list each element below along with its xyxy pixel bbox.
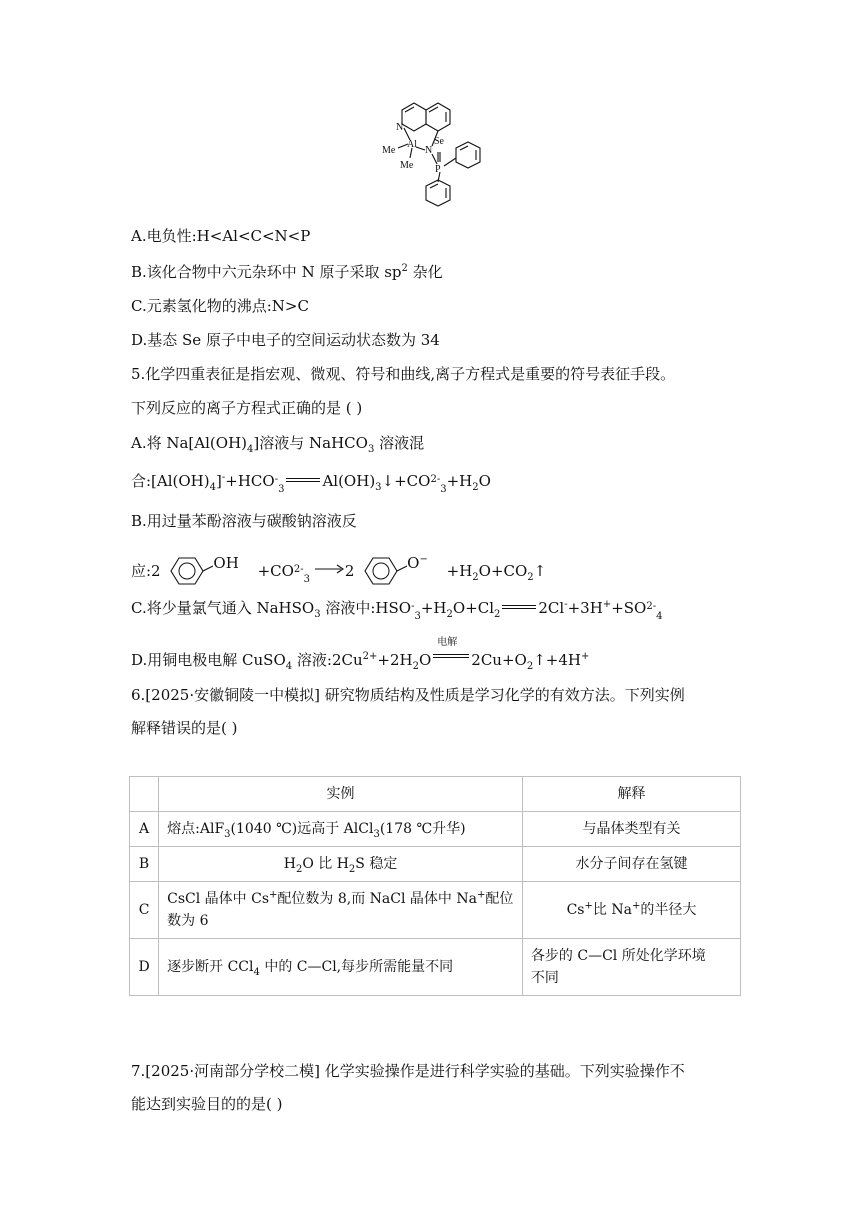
q5-option-b-line-1: B.用过量苯酚溶液与碳酸钠溶液反: [131, 512, 357, 530]
q5-option-a-line-1: A.将 $Na[Al(OH)_4]$溶液与 NaHCO$_3$ 溶液混: [131, 434, 425, 455]
molecule-structure: [380, 100, 500, 220]
q5-option-a-line-2: 合$:[Al(OH)_4]^-+HCO^-_3$ $Al(OH)_3↓+CO^{2-}_3+H_2O$: [131, 472, 491, 495]
q7-stem-line-1: 7.[2025·河南部分学校二模] 化学实验操作是进行科学实验的基础。下列实验操作不: [131, 1062, 685, 1080]
phenol-ring-icon: [165, 554, 213, 588]
atom-se: Se: [434, 136, 444, 147]
table-row: A 熔点:AlF$_3$(1040 ℃)远高于 AlCl$_3$(178 ℃升华) 与晶体类型有关: [130, 812, 741, 847]
table-row: D 逐步断开 CCl$_4$ 中的 C—Cl,每步所需能量不同 各步的 C—Cl 所处化学环境 不同: [130, 939, 741, 996]
q4-option-c: C.元素氢化物的沸点:N>C: [131, 297, 309, 315]
electrolysis-sign: 电解: [431, 649, 471, 663]
q6-stem-line-1: 6.[2025·安徽铜陵一中模拟] 研究物质结构及性质是学习化学的有效方法。下列实例: [131, 686, 685, 704]
q5-option-c: C.将少量氯气通入 NaHSO$_3$ 溶液中$:HSO^-_3+H_2O+Cl_2$ $2Cl^-+3H^++SO^{2-}_4$: [131, 599, 663, 622]
q7-stem-line-2: 能达到实验目的的是( ): [131, 1095, 283, 1113]
phenoxide-ring-icon: [359, 554, 407, 588]
atom-me-1: Me: [382, 145, 396, 156]
atom-me-2: Me: [400, 160, 414, 171]
equals-sign: [286, 478, 320, 482]
header-explanation: 解释: [522, 777, 740, 812]
atom-p: P: [435, 164, 441, 175]
atom-n-left: N: [396, 122, 404, 133]
table-row: C CsCl 晶体中 Cs+配位数为 8,而 NaCl 晶体中 Na+配位 数为 6 Cs+比 Na+的半径大: [130, 882, 741, 939]
reaction-arrow-icon: [315, 564, 345, 574]
q6-stem-line-2: 解释错误的是( ): [131, 719, 238, 737]
table-row: B $H_2O$ 比 $H_2S$ 稳定 水分子间存在氢键: [130, 847, 741, 882]
q4-option-b: B.该化合物中六元杂环中 N 原子采取 $sp^2$ 杂化: [131, 263, 443, 281]
q4-option-d: D.基态 Se 原子中电子的空间运动状态数为 34: [131, 331, 440, 349]
equals-sign: [502, 605, 536, 609]
table-header-row: [130, 777, 741, 812]
q6-table: [129, 776, 741, 996]
q5-option-d: D.用铜电极电解 CuSO$_4$ 溶液$:2Cu^{2+}+2H_2O$ 电解 $2Cu+O_2↑+4H^+$: [131, 637, 590, 672]
atom-al: Al: [407, 139, 417, 150]
header-example: 实例: [159, 777, 523, 812]
atom-n-right: N: [425, 145, 433, 156]
q5-stem-line-2: 下列反应的离子方程式正确的是 ( ): [131, 399, 363, 417]
q5-stem-line-1: 5.化学四重表征是指宏观、微观、符号和曲线,离子方程式是重要的符号表征手段。: [131, 365, 676, 383]
q4-option-a: A.电负性:H<Al<C<N<P: [131, 227, 311, 245]
q5-option-b-line-2: 应:2 OH $+CO^{2-}_3$ 2 $O^- +H_2O+CO_2↑$: [131, 553, 546, 588]
